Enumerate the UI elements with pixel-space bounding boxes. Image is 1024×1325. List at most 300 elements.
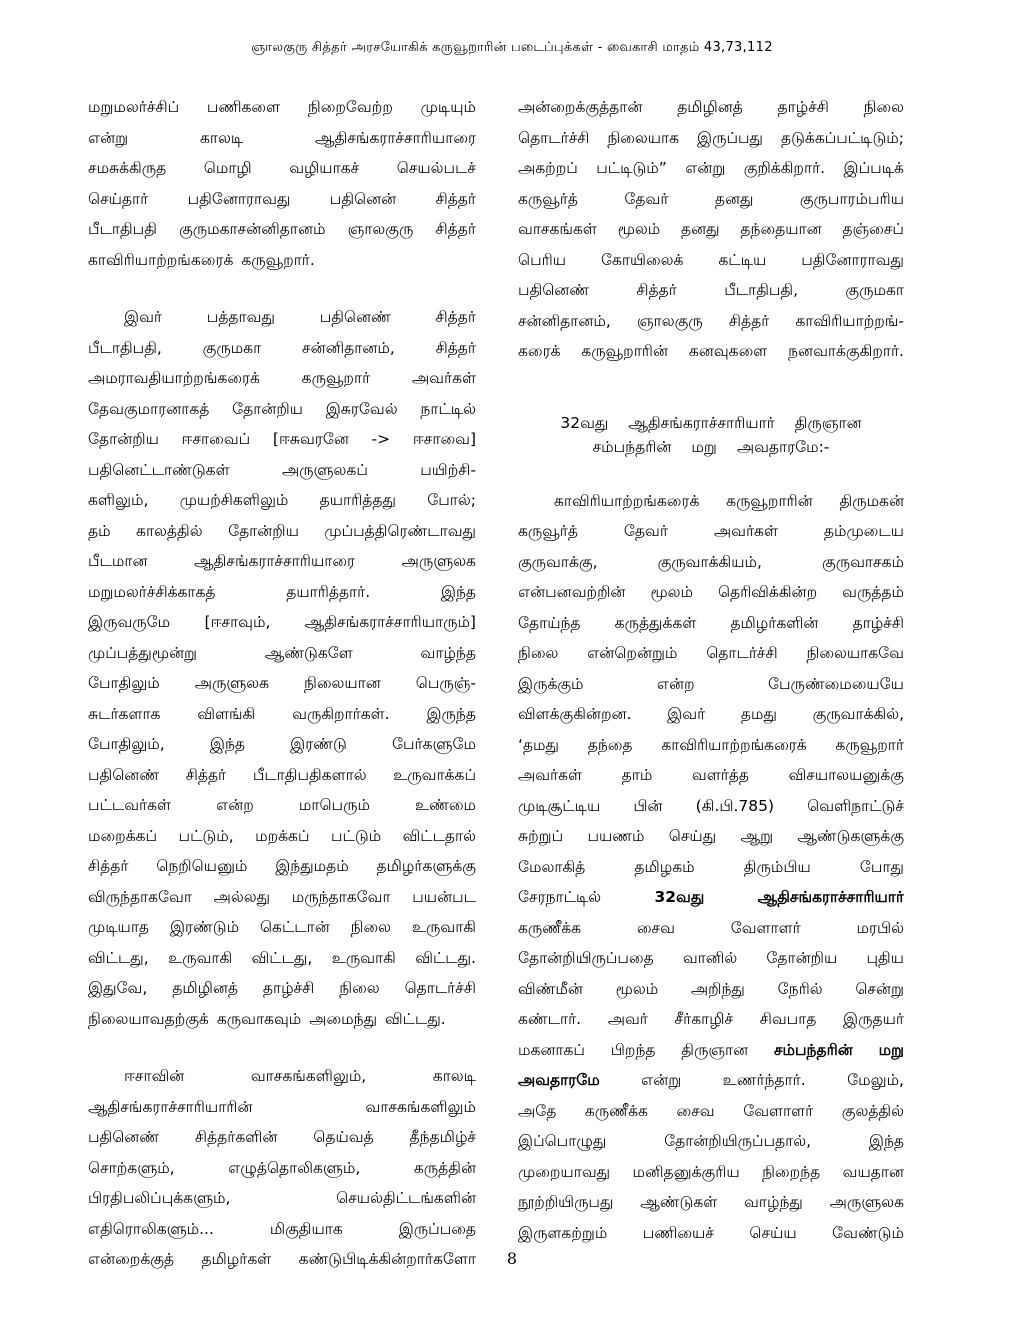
word: பத்தாவது — [206, 308, 275, 326]
word: போதிலும், — [88, 735, 165, 753]
word: குருவாசகம் — [822, 552, 904, 571]
word: அவர் — [607, 1010, 648, 1028]
word: சொற்களும், — [88, 1158, 175, 1177]
word: பீடாதிபதி, — [724, 281, 799, 299]
text-line — [88, 882, 476, 913]
word: மறைக்கப் — [88, 826, 158, 845]
word: என்று — [685, 159, 726, 177]
word: வழியாகச் — [289, 159, 360, 177]
word: காலத்தில் — [136, 521, 203, 540]
page-number: 8 — [506, 1249, 518, 1268]
word: வளர்த்த — [691, 766, 750, 784]
word: புதிய — [866, 949, 904, 967]
word: என்றைக்குத் — [88, 1250, 175, 1268]
word: ஆதிசங்கராச்சாரியார் — [757, 888, 904, 906]
word: தொடர்ச்சி — [404, 979, 476, 997]
word: தாழ்ச்சி — [852, 613, 904, 632]
text-line — [88, 912, 476, 943]
word: நிறைந்த — [762, 1162, 821, 1181]
text-line — [88, 577, 476, 608]
word: அல்லது — [213, 887, 271, 906]
text-line — [518, 821, 904, 852]
word: செய்து — [668, 827, 717, 845]
text-line — [88, 790, 476, 821]
word: சன்னிதானம், — [301, 338, 395, 357]
word: அருளுலகப் — [281, 460, 368, 479]
text-line — [518, 516, 904, 547]
word: பயணம் — [587, 827, 645, 845]
word: ஆதிசங்கராச்சாரியார் — [628, 413, 775, 432]
text-line — [88, 333, 476, 364]
word: செயல்படச் — [396, 159, 476, 177]
word: குருமகா — [202, 338, 262, 357]
text-line — [518, 1218, 904, 1249]
word: சீர்காழிச் — [674, 1010, 734, 1028]
word: தொடர்ச்சி — [518, 128, 590, 147]
word: கருத்தின் — [413, 1158, 476, 1177]
word: பணியைச் — [642, 1223, 714, 1242]
word: பதினென் — [329, 189, 397, 208]
word: ஆதிசங்கராச்சாரியாரும்] — [304, 613, 476, 631]
word: கனவுகளை — [688, 342, 768, 360]
word: சென்று — [855, 979, 904, 998]
word: பட்டும் — [330, 826, 382, 845]
word: கோயிலைக் — [601, 250, 684, 269]
word: வயதான — [842, 1162, 904, 1181]
text-line — [518, 184, 904, 215]
word: உண்மை — [415, 796, 476, 814]
word: இந்த — [440, 582, 476, 601]
word: மேலாகித் — [518, 857, 586, 876]
heading-line — [518, 411, 904, 435]
word: ஆதிசங்கராச்சாரியாரின் — [88, 1097, 253, 1116]
word: கருவூறாரின் — [581, 342, 668, 360]
text-line — [518, 669, 904, 700]
text-line — [518, 913, 904, 944]
text-line — [518, 123, 904, 154]
word: இரண்டு — [290, 735, 347, 753]
word: நிலை — [350, 918, 392, 936]
word: தோன்றிய — [228, 521, 299, 540]
word: நெறியெனும் — [156, 857, 248, 875]
word: காலடி — [432, 1067, 476, 1085]
text-line — [88, 214, 476, 245]
text-line — [88, 394, 476, 425]
word: அமராவதியாற்றங்கரைக் — [88, 369, 260, 387]
word: ஆண்டுகளுக்கு — [797, 827, 904, 845]
text-line — [518, 245, 904, 276]
word: சம்பந்தரின் — [592, 437, 672, 456]
word: காவிரியாற்றங்கரைக் — [661, 735, 807, 754]
word: பேர்களுமே — [391, 735, 476, 753]
word: வெளிநாட்டுச் — [807, 796, 904, 815]
word: இவர் — [667, 705, 706, 723]
word: பட்டவர்கள் — [88, 796, 172, 814]
word: தீந்தமிழ்ச் — [409, 1128, 476, 1146]
word: தந்தை — [587, 735, 633, 754]
word: சேரநாட்டில் — [518, 888, 602, 906]
word: நிலையாகவே — [806, 644, 904, 662]
text-line — [518, 336, 904, 367]
word: தம்முடைய — [823, 522, 904, 540]
text-line — [88, 851, 476, 882]
text-line — [88, 760, 476, 791]
word: கரைக் — [518, 342, 561, 360]
word: செய்தார் — [88, 189, 149, 208]
text-line — [88, 973, 476, 1004]
word: மாபெரும் — [298, 796, 370, 814]
paragraph-gap — [518, 459, 904, 486]
word: வாழ்ந்த — [420, 643, 476, 662]
word: போதிலும் — [88, 674, 160, 692]
word: செயல்திட்டங்களின் — [336, 1189, 476, 1207]
word: தொடர்ச்சி — [706, 644, 778, 662]
word: கருவூர்த் — [518, 522, 578, 540]
word: திருஞான — [794, 413, 862, 432]
heading-line — [518, 435, 904, 459]
word: ஈசாவின் — [124, 1067, 185, 1085]
word: முயற்சிகளிலும் — [179, 491, 289, 509]
word: சித்தர் — [435, 338, 476, 357]
word: இதுவே, — [88, 979, 148, 997]
word: பேருண்மையையே — [767, 674, 904, 693]
word: என்பனவற்றின் — [518, 583, 626, 601]
text-line — [518, 608, 904, 639]
word: இருவருமே — [88, 613, 171, 631]
text-line — [88, 1004, 476, 1035]
word: சித்தர் — [88, 857, 129, 875]
text-line — [88, 123, 476, 154]
word: மூலம் — [615, 979, 659, 998]
text-line — [518, 791, 904, 822]
word: இப்படிக் — [843, 159, 904, 177]
word: முடியாத — [88, 918, 150, 936]
word: சைவ — [636, 918, 675, 937]
text-line — [518, 638, 904, 669]
word: நிலையான — [304, 674, 381, 692]
word: அருளுலக — [401, 552, 476, 570]
word: [ஈசாவும், — [204, 613, 271, 631]
word: முப்பத்துமூன்று — [88, 643, 197, 662]
word: காலடி — [199, 128, 244, 147]
text-line — [88, 729, 476, 760]
word: விசயாலயனுக்கு — [788, 766, 904, 784]
word: தாழ்ச்சி — [262, 979, 315, 997]
word: மறக்கப் — [255, 826, 310, 845]
word: தமிழர்கள் — [201, 1250, 272, 1268]
word: கண்டுபிடிக்கின்றார்களோ — [298, 1250, 476, 1268]
text-line — [518, 943, 904, 974]
word: கருவூறார். — [241, 250, 315, 269]
word: அவதாரமே:- — [736, 437, 830, 456]
text-line — [518, 1157, 904, 1188]
word: இந்த — [868, 1132, 904, 1150]
word: விளங்கி — [197, 704, 256, 723]
text-line — [518, 1004, 904, 1035]
word: முப்பத்திரெண்டாவது — [324, 521, 476, 540]
word: கருத்துக்கள் — [614, 613, 697, 632]
word: உருவாக்கப் — [393, 765, 476, 784]
word: காவிரியாற்றங்கரைக் — [554, 491, 700, 510]
word: குருமகாசன்னிதானம் — [179, 220, 326, 238]
word: வேண்டும் — [832, 1223, 904, 1242]
word: சித்தர் — [728, 311, 770, 330]
word: ஈசாவை] — [412, 430, 476, 448]
word: பயிற்சி- — [420, 460, 476, 479]
word: பதினெட்டாண்டுகள் — [88, 460, 230, 479]
word: இருதயர் — [843, 1010, 904, 1028]
word: நிலையாக — [607, 128, 680, 147]
word: தெய்வத் — [313, 1128, 374, 1146]
word: நிலை — [518, 644, 559, 662]
word: மறுமலர்ச்சிப் — [88, 98, 180, 116]
text-line — [518, 1126, 904, 1157]
paragraph — [518, 92, 904, 367]
word: தஞ்சைப் — [842, 220, 904, 238]
word: ஆதிசங்கராச்சாரியாரை — [194, 552, 356, 570]
text-line — [88, 455, 476, 486]
word: விட்டதால் — [402, 826, 476, 845]
word: நிலை — [863, 98, 904, 116]
text-line — [518, 1035, 904, 1066]
text-line — [88, 485, 476, 516]
word: மகனாகப் — [518, 1040, 585, 1059]
text-line — [518, 882, 904, 913]
word: விட்டது. — [385, 1009, 446, 1028]
text-line — [518, 699, 904, 730]
word: பதினெண் — [319, 308, 391, 326]
word: வானில் — [682, 949, 738, 967]
text-line — [518, 486, 904, 517]
word: விட்டது, — [88, 948, 149, 967]
word: 32வது — [654, 888, 705, 906]
paragraph-gap — [518, 367, 904, 411]
text-line — [88, 699, 476, 730]
text-line — [88, 245, 476, 276]
word: அதே — [518, 1101, 557, 1120]
text-line — [88, 516, 476, 547]
text-line — [518, 306, 904, 337]
word: நாட்டில் — [420, 399, 476, 418]
paragraph — [88, 92, 476, 275]
word: தனது — [681, 220, 720, 238]
word: பணிகளை — [206, 98, 281, 116]
word: தோன்றிய — [88, 430, 159, 448]
text-line — [518, 1065, 904, 1096]
word: போது — [859, 857, 904, 876]
word: குருவாக்கில், — [812, 705, 904, 723]
word: அவர்கள் — [713, 522, 778, 540]
word: மறுமலர்ச்சிக்காகத் — [88, 582, 216, 601]
word: சிவபாத — [759, 1010, 817, 1028]
word: கருவூர்த் — [518, 189, 578, 208]
word: வருகிறார்கள். — [292, 704, 390, 723]
word: தமிழினத் — [677, 98, 743, 116]
text-line — [518, 214, 904, 245]
word: கட்டிய — [718, 250, 767, 269]
word: குலத்தில் — [841, 1101, 904, 1120]
word: பட்டும், — [178, 826, 234, 845]
word: விட்டது. — [415, 948, 476, 967]
word: தம் — [88, 521, 111, 540]
word: கருவாகவும் — [216, 1009, 302, 1028]
text-line — [518, 153, 904, 184]
word: பீடாதிபதி — [88, 220, 157, 238]
text-line — [88, 424, 476, 455]
word: காவிரியாற்றங்- — [795, 311, 904, 330]
text-line — [518, 730, 904, 761]
word: சம்பந்தரின் — [773, 1040, 853, 1059]
text-line — [88, 363, 476, 394]
word: அவர்கள் — [518, 766, 583, 784]
text-line — [88, 1122, 476, 1153]
word: தமிழர்களின் — [730, 613, 819, 632]
word: தனது — [714, 189, 754, 208]
word: தமிழினத் — [172, 979, 238, 997]
word: தமது — [740, 705, 777, 723]
word: இருந்த — [426, 704, 476, 723]
word: எதிரொலிகளும்... — [88, 1219, 214, 1238]
word: குருமகா — [845, 281, 904, 299]
text-line — [518, 760, 904, 791]
word: உணர்ந்தார். — [722, 1071, 806, 1089]
word: பதினோராவது — [801, 250, 904, 269]
word: மறு — [691, 437, 717, 456]
word: குருபாரம்பரிய — [799, 189, 904, 208]
text-line — [88, 153, 476, 184]
text-line — [518, 92, 904, 123]
word: இருப்பதை — [398, 1219, 476, 1238]
word: திரும்பிய — [743, 857, 811, 876]
word: சித்தர்களின் — [194, 1128, 278, 1146]
text-line — [518, 275, 904, 306]
paragraph — [518, 486, 904, 1249]
word: நனவாக்குகிறார். — [788, 342, 904, 360]
word: வாசகங்களிலும், — [250, 1067, 367, 1085]
word: அவர்கள் — [411, 369, 476, 387]
word: கருணீக்க — [584, 1101, 648, 1120]
word: குறிக்கிறார். — [743, 159, 826, 177]
word: பீடாதிபதி, — [88, 338, 162, 357]
word: விண்மீன் — [518, 979, 583, 998]
word: சைவ — [676, 1101, 715, 1120]
text-line — [518, 852, 904, 883]
word: விருந்தாகவோ — [88, 887, 192, 906]
word: தோன்றிய — [766, 949, 838, 967]
right-column — [518, 92, 904, 1248]
paragraph-gap — [88, 275, 476, 302]
word: மேலும், — [847, 1071, 904, 1089]
word: மொழி — [203, 159, 252, 177]
word: திருமகன் — [839, 491, 904, 510]
word: இருக்கும் — [518, 674, 584, 693]
word: விளக்குகின்றன. — [518, 705, 632, 723]
word: விட்டது, — [251, 948, 313, 967]
text-line — [518, 577, 904, 608]
word: இந்த — [209, 735, 245, 753]
word: பதினெண் — [88, 765, 160, 784]
word: ‘தமது — [518, 735, 559, 754]
word: இருளகற்றும் — [518, 1223, 608, 1242]
word: இந்துமதம் — [275, 857, 349, 875]
word: தேவகுமாரனாகத் — [88, 399, 210, 418]
word: கெட்டான் — [259, 918, 330, 936]
word: பின் — [633, 796, 663, 815]
word: என்று — [641, 1071, 682, 1089]
text-line — [518, 547, 904, 578]
paragraph-gap — [88, 1034, 476, 1061]
word: பட்டிடும்” — [596, 159, 667, 177]
word: மூலம் — [650, 583, 693, 601]
word: நேரில் — [777, 979, 823, 998]
word: நிலையாவதற்குக் — [88, 1009, 209, 1028]
word: குருவாக்கு, — [518, 552, 598, 571]
word: ஆதிசங்கராச்சாரியாரை — [315, 128, 476, 147]
word: அருளுலக — [829, 1193, 904, 1211]
text-line — [88, 1153, 476, 1184]
word: உருவாகி — [411, 918, 476, 936]
word: மிகுதியாக — [269, 1219, 343, 1238]
word: சுற்றுப் — [518, 827, 564, 845]
word: முடியும் — [420, 98, 476, 116]
word: கருவூறார் — [835, 735, 904, 754]
text-line — [88, 638, 476, 669]
word: தோய்ந்த — [518, 613, 581, 632]
word: சித்தர் — [636, 281, 677, 299]
word: சித்தர் — [435, 220, 476, 238]
word: அவதாரமே — [518, 1071, 600, 1089]
word: பதினெண் — [518, 281, 590, 299]
text-line — [88, 821, 476, 852]
word: தோன்றிய — [232, 399, 303, 418]
word: போல்; — [427, 491, 476, 509]
word: தோன்றியிருப்பதால், — [664, 1132, 812, 1150]
word: நிறைவேற்ற — [307, 98, 393, 116]
word: தயாரித்தார். — [286, 582, 371, 601]
text-line — [88, 92, 476, 123]
word: தமிழர்களுக்கு — [376, 857, 476, 875]
word: மறு — [878, 1040, 904, 1059]
left-column — [88, 92, 476, 1275]
word: கருவூறாரின் — [726, 491, 813, 510]
text-line — [88, 1183, 476, 1214]
word: ஞாலகுரு — [347, 220, 414, 238]
word: தேவர் — [624, 189, 669, 208]
text-line — [88, 943, 476, 974]
word: அமைந்து — [309, 1009, 378, 1028]
word: என்ற — [216, 796, 254, 814]
word: ஈசாவைப் — [181, 430, 251, 448]
word: வேளாளர் — [730, 918, 801, 937]
word: பதினெண் — [88, 1128, 160, 1146]
word: பெருஞ்- — [415, 674, 476, 692]
word: அறிந்து — [690, 979, 745, 998]
word: பதினோராவது — [187, 189, 291, 208]
section-heading — [518, 411, 904, 459]
word: வாசகங்கள் — [518, 220, 597, 238]
word: வருத்தம் — [842, 583, 904, 601]
word: 32வது — [560, 413, 609, 432]
word: பீடாதிபதிகளால் — [252, 765, 367, 784]
word: சித்தர் — [435, 189, 476, 208]
word: தேவர் — [623, 522, 668, 540]
word: களிலும், — [88, 491, 149, 509]
word: பிறந்த — [610, 1040, 656, 1059]
word: அன்றைக்குத்தான் — [518, 98, 643, 116]
word: நிலை — [339, 979, 380, 997]
word: திருஞான — [681, 1040, 749, 1059]
word: இருப்பது — [697, 128, 763, 147]
